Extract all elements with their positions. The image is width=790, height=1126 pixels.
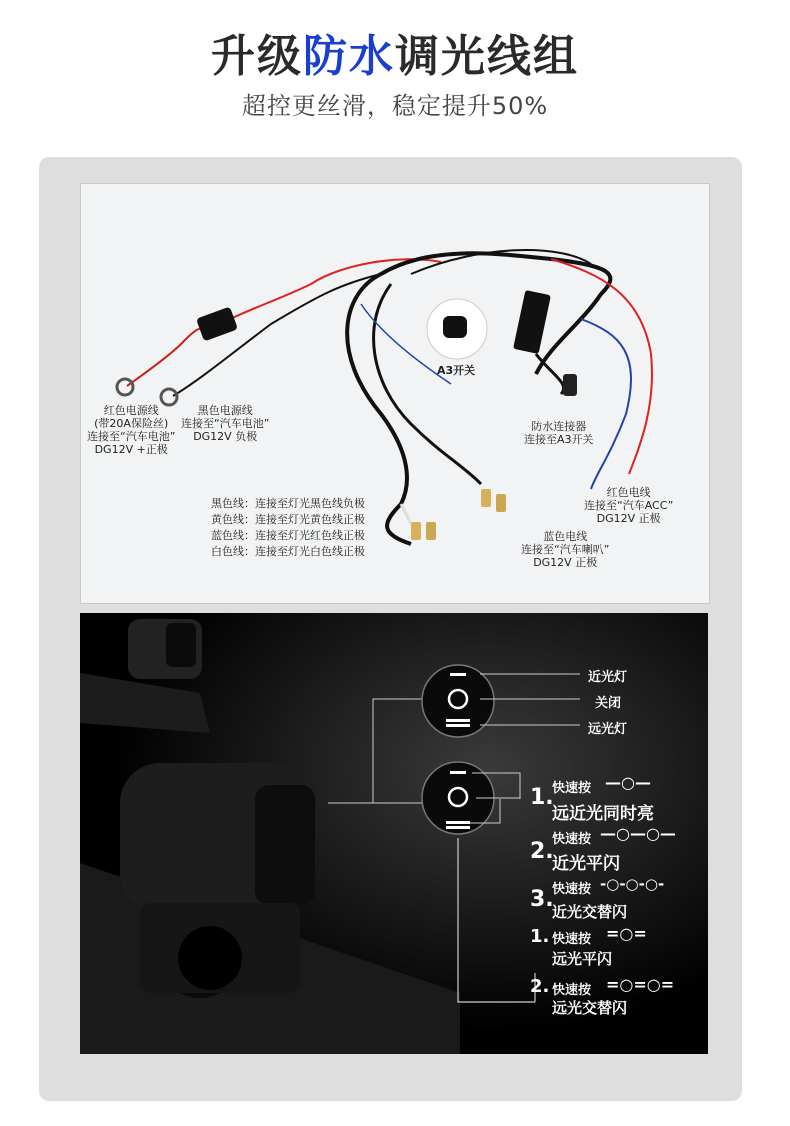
mode-4-num: 1. (530, 926, 550, 947)
title-part1: 升级 (211, 31, 303, 82)
mode-4-action: 快速按 (552, 932, 592, 947)
light-wire-black: 黑色线：连接至灯光黑色线负极 (211, 497, 365, 510)
red-power-line1: 红色电源线 (103, 404, 159, 417)
light-wire-white: 白色线：连接至灯光白色线正极 (211, 545, 365, 558)
blue-wire-line1: 蓝色电线 (543, 530, 588, 543)
mode-1-symbol: —○— (605, 773, 651, 792)
light-wires-legend (211, 496, 365, 560)
position-high-beam: 远光灯 (588, 722, 628, 737)
mode-1-desc: 远近光同时亮 (552, 804, 654, 824)
switch-label: A3开关 (437, 364, 476, 377)
mode-1-action: 快速按 (552, 781, 592, 796)
title-highlight: 防水 (303, 31, 395, 82)
mode-3-desc: 近光交替闪 (552, 903, 628, 921)
red-wire-line1: 红色电线 (606, 486, 651, 499)
mode-4-symbol: =○= (606, 924, 647, 943)
mode-2-action: 快速按 (552, 832, 592, 847)
blue-wire-line2: 连接至“汽车喇叭” (521, 543, 610, 556)
wiring-harness-photo (80, 183, 710, 604)
mode-2-num: 2. (530, 839, 554, 864)
red-wire-line2: 连接至“汽车ACC” (584, 499, 674, 512)
red-power-line3: 连接至“汽车电池” (87, 430, 176, 443)
mode-3-num: 3. (530, 887, 554, 912)
mode-2-symbol: —○—○— (600, 824, 676, 843)
red-power-label (87, 404, 175, 456)
light-wire-yellow: 黄色线：连接至灯光黄色线正极 (211, 513, 365, 526)
black-power-line1: 黑色电源线 (197, 404, 253, 417)
position-off: 关闭 (595, 696, 622, 711)
black-power-label (181, 404, 269, 443)
waterproof-line2: 连接至A3开关 (524, 433, 594, 446)
mode-1-num: 1. (530, 785, 554, 810)
title-part2: 调光线组 (395, 31, 579, 82)
red-wire-label (584, 486, 673, 525)
mode-5-num: 2. (530, 976, 550, 997)
waterproof-line1: 防水连接器 (531, 420, 587, 433)
black-power-line2: 连接至“汽车电池” (181, 417, 270, 430)
switch-function-photo (80, 613, 708, 1054)
red-power-line4: DG12V +正极 (94, 443, 168, 456)
mode-5-action: 快速按 (552, 983, 592, 998)
position-low-beam: 近光灯 (588, 670, 628, 685)
mode-3-action: 快速按 (552, 882, 592, 897)
harness-illustration (81, 184, 709, 603)
red-power-line2: (带20A保险丝) (94, 417, 169, 430)
mode-2-desc: 近光平闪 (552, 854, 620, 874)
page-subtitle: 超控更丝滑，稳定提升50% (241, 92, 549, 120)
mode-5-symbol: =○=○= (606, 975, 675, 994)
waterproof-connector-label (524, 420, 594, 446)
mode-5-desc: 远光交替闪 (552, 999, 628, 1017)
red-wire-line3: DG12V 正极 (596, 512, 661, 525)
page-title (0, 20, 790, 84)
mode-3-symbol: -○-○-○- (600, 875, 665, 893)
light-wire-blue: 蓝色线：连接至灯光红色线正极 (211, 529, 365, 542)
black-power-line3: DG12V 负极 (193, 430, 258, 443)
mode-4-desc: 远光平闪 (552, 950, 613, 968)
blue-wire-label (521, 530, 609, 569)
blue-wire-line3: DG12V 正极 (533, 556, 598, 569)
